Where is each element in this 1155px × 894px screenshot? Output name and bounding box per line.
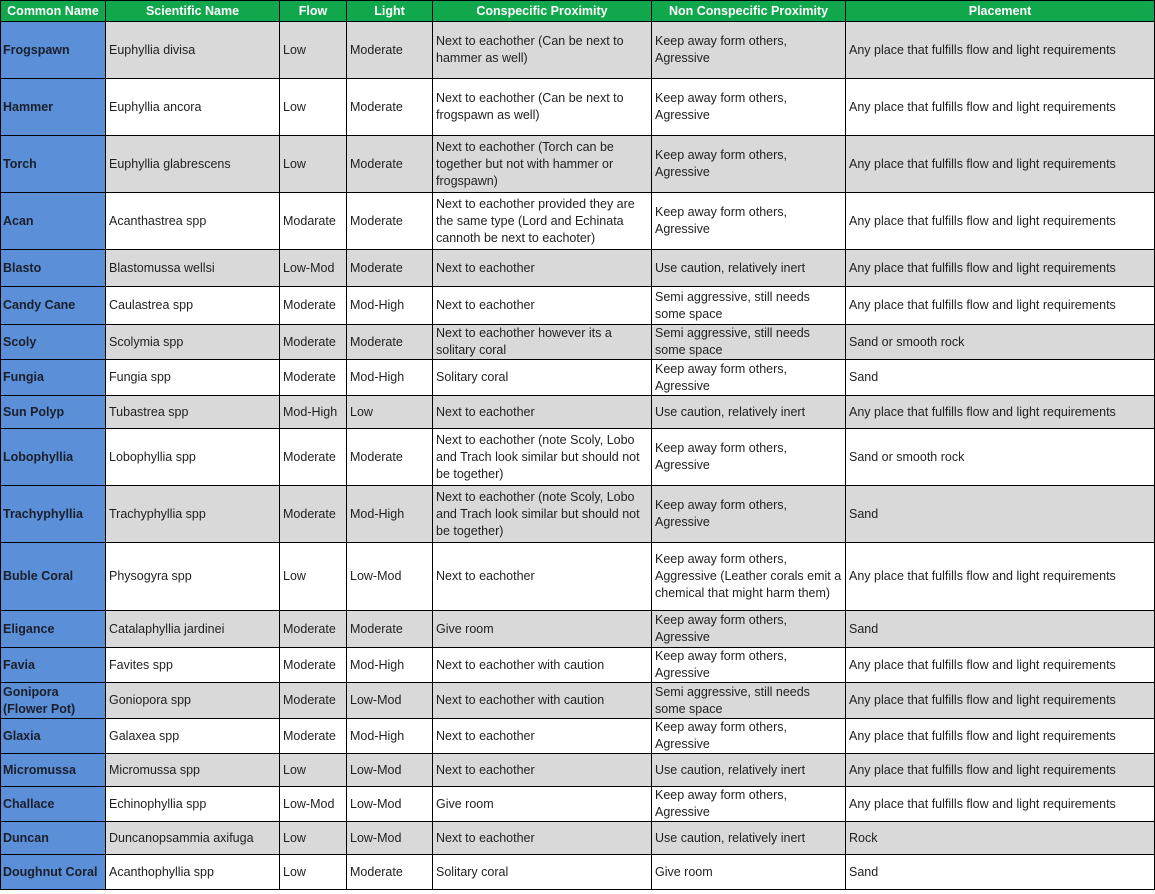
flow-cell[interactable]: Moderate bbox=[280, 287, 347, 325]
non-conspecific-proximity-cell[interactable]: Use caution, relatively inert bbox=[652, 250, 846, 287]
scientific-name-cell[interactable]: Physogyra spp bbox=[106, 543, 280, 611]
placement-cell[interactable]: Any place that fulfills flow and light requirements bbox=[846, 250, 1155, 287]
scientific-name-cell[interactable]: Tubastrea spp bbox=[106, 396, 280, 429]
light-cell[interactable]: Low-Mod bbox=[347, 754, 433, 787]
conspecific-proximity-cell[interactable]: Next to eachother bbox=[433, 287, 652, 325]
common-name-cell[interactable]: Scoly bbox=[1, 325, 106, 360]
table-row bbox=[1, 486, 1155, 543]
common-name-cell[interactable]: Challace bbox=[1, 787, 106, 822]
scientific-name-cell[interactable]: Acanthophyllia spp bbox=[106, 855, 280, 890]
table-row bbox=[1, 787, 1155, 822]
flow-cell[interactable]: Mod-High bbox=[280, 396, 347, 429]
flow-cell[interactable]: Moderate bbox=[280, 683, 347, 719]
light-cell[interactable]: Moderate bbox=[347, 250, 433, 287]
placement-cell[interactable]: Any place that fulfills flow and light requirements bbox=[846, 287, 1155, 325]
conspecific-proximity-cell[interactable]: Solitary coral bbox=[433, 855, 652, 890]
flow-cell[interactable]: Low-Mod bbox=[280, 787, 347, 822]
scientific-name-cell[interactable]: Euphyllia divisa bbox=[106, 22, 280, 79]
placement-cell[interactable]: Any place that fulfills flow and light requirements bbox=[846, 754, 1155, 787]
placement-cell[interactable]: Any place that fulfills flow and light requirements bbox=[846, 136, 1155, 193]
conspecific-proximity-cell[interactable]: Next to eachother bbox=[433, 754, 652, 787]
light-cell[interactable]: Low-Mod bbox=[347, 787, 433, 822]
placement-cell[interactable]: Any place that fulfills flow and light requirements bbox=[846, 22, 1155, 79]
table-row bbox=[1, 287, 1155, 325]
placement-cell[interactable]: Any place that fulfills flow and light requirements bbox=[846, 396, 1155, 429]
common-name-cell[interactable]: Eligance bbox=[1, 611, 106, 648]
flow-cell[interactable]: Moderate bbox=[280, 429, 347, 486]
table-row bbox=[1, 250, 1155, 287]
column-header-common-name[interactable]: Common Name bbox=[1, 1, 106, 22]
scientific-name-cell[interactable]: Euphyllia ancora bbox=[106, 79, 280, 136]
scientific-name-cell[interactable]: Goniopora spp bbox=[106, 683, 280, 719]
light-cell[interactable]: Low-Mod bbox=[347, 683, 433, 719]
table-row bbox=[1, 79, 1155, 136]
light-cell[interactable]: Mod-High bbox=[347, 648, 433, 683]
table-row bbox=[1, 136, 1155, 193]
non-conspecific-proximity-cell[interactable]: Keep away form others, Agressive bbox=[652, 719, 846, 754]
non-conspecific-proximity-cell[interactable]: Keep away form others, Agressive bbox=[652, 79, 846, 136]
non-conspecific-proximity-cell[interactable]: Keep away form others, Agressive bbox=[652, 429, 846, 486]
flow-cell[interactable]: Low bbox=[280, 22, 347, 79]
table-row bbox=[1, 719, 1155, 754]
non-conspecific-proximity-cell[interactable]: Keep away form others, Agressive bbox=[652, 648, 846, 683]
light-cell[interactable]: Mod-High bbox=[347, 486, 433, 543]
non-conspecific-proximity-cell[interactable]: Keep away form others, Agressive bbox=[652, 360, 846, 396]
light-cell[interactable]: Mod-High bbox=[347, 360, 433, 396]
non-conspecific-proximity-cell[interactable]: Use caution, relatively inert bbox=[652, 822, 846, 855]
table-row bbox=[1, 683, 1155, 719]
light-cell[interactable]: Moderate bbox=[347, 429, 433, 486]
common-name-cell[interactable]: Glaxia bbox=[1, 719, 106, 754]
column-header-non-conspecific-proximity[interactable]: Non Conspecific Proximity bbox=[652, 1, 846, 22]
non-conspecific-proximity-cell[interactable]: Keep away form others, Agressive bbox=[652, 787, 846, 822]
table-body bbox=[1, 22, 1155, 890]
non-conspecific-proximity-cell[interactable]: Keep away form others, Agressive bbox=[652, 193, 846, 250]
scientific-name-cell[interactable]: Fungia spp bbox=[106, 360, 280, 396]
scientific-name-cell[interactable]: Lobophyllia spp bbox=[106, 429, 280, 486]
light-cell[interactable]: Low-Mod bbox=[347, 822, 433, 855]
conspecific-proximity-cell[interactable]: Next to eachother with caution bbox=[433, 683, 652, 719]
placement-cell[interactable]: Sand or smooth rock bbox=[846, 325, 1155, 360]
scientific-name-cell[interactable]: Favites spp bbox=[106, 648, 280, 683]
flow-cell[interactable]: Low bbox=[280, 543, 347, 611]
scientific-name-cell[interactable]: Caulastrea spp bbox=[106, 287, 280, 325]
placement-cell[interactable]: Any place that fulfills flow and light requirements bbox=[846, 648, 1155, 683]
scientific-name-cell[interactable]: Euphyllia glabrescens bbox=[106, 136, 280, 193]
light-cell[interactable]: Moderate bbox=[347, 193, 433, 250]
common-name-cell[interactable]: Gonipora (Flower Pot) bbox=[1, 683, 106, 719]
placement-cell[interactable]: Sand or smooth rock bbox=[846, 429, 1155, 486]
scientific-name-cell[interactable]: Trachyphyllia spp bbox=[106, 486, 280, 543]
common-name-cell[interactable]: Sun Polyp bbox=[1, 396, 106, 429]
scientific-name-cell[interactable]: Scolymia spp bbox=[106, 325, 280, 360]
common-name-cell[interactable]: Micromussa bbox=[1, 754, 106, 787]
flow-cell[interactable]: Low bbox=[280, 79, 347, 136]
flow-cell[interactable]: Low bbox=[280, 136, 347, 193]
light-cell[interactable]: Mod-High bbox=[347, 719, 433, 754]
flow-cell[interactable]: Moderate bbox=[280, 486, 347, 543]
scientific-name-cell[interactable]: Echinophyllia spp bbox=[106, 787, 280, 822]
column-header-flow[interactable]: Flow bbox=[280, 1, 347, 22]
table-row bbox=[1, 543, 1155, 611]
common-name-cell[interactable]: Candy Cane bbox=[1, 287, 106, 325]
common-name-cell[interactable]: Frogspawn bbox=[1, 22, 106, 79]
conspecific-proximity-cell[interactable]: Next to eachother (Torch can be together but not with hammer or frogspawn) bbox=[433, 136, 652, 193]
light-cell[interactable]: Low-Mod bbox=[347, 543, 433, 611]
placement-cell[interactable]: Sand bbox=[846, 486, 1155, 543]
flow-cell[interactable]: Low bbox=[280, 822, 347, 855]
common-name-cell[interactable]: Lobophyllia bbox=[1, 429, 106, 486]
scientific-name-cell[interactable]: Acanthastrea spp bbox=[106, 193, 280, 250]
placement-cell[interactable]: Sand bbox=[846, 855, 1155, 890]
non-conspecific-proximity-cell[interactable]: Give room bbox=[652, 855, 846, 890]
non-conspecific-proximity-cell[interactable]: Semi aggressive, still needs some space bbox=[652, 287, 846, 325]
common-name-cell[interactable]: Acan bbox=[1, 193, 106, 250]
scientific-name-cell[interactable]: Catalaphyllia jardinei bbox=[106, 611, 280, 648]
light-cell[interactable]: Low bbox=[347, 396, 433, 429]
table-row bbox=[1, 611, 1155, 648]
light-cell[interactable]: Moderate bbox=[347, 79, 433, 136]
scientific-name-cell[interactable]: Blastomussa wellsi bbox=[106, 250, 280, 287]
conspecific-proximity-cell[interactable]: Next to eachother however its a solitary coral bbox=[433, 325, 652, 360]
placement-cell[interactable]: Any place that fulfills flow and light requirements bbox=[846, 543, 1155, 611]
common-name-cell[interactable]: Hammer bbox=[1, 79, 106, 136]
flow-cell[interactable]: Modarate bbox=[280, 193, 347, 250]
common-name-cell[interactable]: Doughnut Coral bbox=[1, 855, 106, 890]
placement-cell[interactable]: Any place that fulfills flow and light requirements bbox=[846, 719, 1155, 754]
conspecific-proximity-cell[interactable]: Next to eachother bbox=[433, 543, 652, 611]
common-name-cell[interactable]: Fungia bbox=[1, 360, 106, 396]
column-header-placement[interactable]: Placement bbox=[846, 1, 1155, 22]
placement-cell[interactable]: Any place that fulfills flow and light requirements bbox=[846, 79, 1155, 136]
conspecific-proximity-cell[interactable]: Next to eachother bbox=[433, 396, 652, 429]
non-conspecific-proximity-cell[interactable]: Keep away form others, Agressive bbox=[652, 486, 846, 543]
common-name-cell[interactable]: Favia bbox=[1, 648, 106, 683]
non-conspecific-proximity-cell[interactable]: Keep away form others, Agressive bbox=[652, 611, 846, 648]
table-row bbox=[1, 855, 1155, 890]
table-row bbox=[1, 325, 1155, 360]
conspecific-proximity-cell[interactable]: Next to eachother provided they are the same type (Lord and Echinata cannoth be next to eachoter) bbox=[433, 193, 652, 250]
column-header-conspecific-proximity[interactable]: Conspecific Proximity bbox=[433, 1, 652, 22]
light-cell[interactable]: Moderate bbox=[347, 611, 433, 648]
non-conspecific-proximity-cell[interactable]: Keep away form others, Agressive bbox=[652, 22, 846, 79]
conspecific-proximity-cell[interactable]: Give room bbox=[433, 611, 652, 648]
scientific-name-cell[interactable]: Micromussa spp bbox=[106, 754, 280, 787]
placement-cell[interactable]: Sand bbox=[846, 611, 1155, 648]
placement-cell[interactable]: Any place that fulfills flow and light requirements bbox=[846, 787, 1155, 822]
placement-cell[interactable]: Any place that fulfills flow and light requirements bbox=[846, 683, 1155, 719]
table-row bbox=[1, 822, 1155, 855]
conspecific-proximity-cell[interactable]: Next to eachother (note Scoly, Lobo and Trach look similar but should not be together) bbox=[433, 429, 652, 486]
common-name-cell[interactable]: Torch bbox=[1, 136, 106, 193]
conspecific-proximity-cell[interactable]: Next to eachother bbox=[433, 822, 652, 855]
table-row bbox=[1, 648, 1155, 683]
light-cell[interactable]: Moderate bbox=[347, 22, 433, 79]
conspecific-proximity-cell[interactable]: Give room bbox=[433, 787, 652, 822]
conspecific-proximity-cell[interactable]: Next to eachother (note Scoly, Lobo and Trach look similar but should not be together) bbox=[433, 486, 652, 543]
placement-cell[interactable]: Any place that fulfills flow and light requirements bbox=[846, 193, 1155, 250]
scientific-name-cell[interactable]: Duncanopsammia axifuga bbox=[106, 822, 280, 855]
conspecific-proximity-cell[interactable]: Next to eachother bbox=[433, 250, 652, 287]
conspecific-proximity-cell[interactable]: Solitary coral bbox=[433, 360, 652, 396]
light-cell[interactable]: Moderate bbox=[347, 325, 433, 360]
flow-cell[interactable]: Moderate bbox=[280, 719, 347, 754]
light-cell[interactable]: Mod-High bbox=[347, 287, 433, 325]
placement-cell[interactable]: Rock bbox=[846, 822, 1155, 855]
table-row bbox=[1, 360, 1155, 396]
common-name-cell[interactable]: Blasto bbox=[1, 250, 106, 287]
common-name-cell[interactable]: Trachyphyllia bbox=[1, 486, 106, 543]
non-conspecific-proximity-cell[interactable]: Use caution, relatively inert bbox=[652, 754, 846, 787]
scientific-name-cell[interactable]: Galaxea spp bbox=[106, 719, 280, 754]
flow-cell[interactable]: Low bbox=[280, 855, 347, 890]
column-header-light[interactable]: Light bbox=[347, 1, 433, 22]
non-conspecific-proximity-cell[interactable]: Semi aggressive, still needs some space bbox=[652, 683, 846, 719]
common-name-cell[interactable]: Buble Coral bbox=[1, 543, 106, 611]
light-cell[interactable]: Moderate bbox=[347, 855, 433, 890]
flow-cell[interactable]: Low bbox=[280, 754, 347, 787]
conspecific-proximity-cell[interactable]: Next to eachother (Can be next to frogspawn as well) bbox=[433, 79, 652, 136]
light-cell[interactable]: Moderate bbox=[347, 136, 433, 193]
flow-cell[interactable]: Moderate bbox=[280, 611, 347, 648]
non-conspecific-proximity-cell[interactable]: Use caution, relatively inert bbox=[652, 396, 846, 429]
column-header-scientific-name[interactable]: Scientific Name bbox=[106, 1, 280, 22]
flow-cell[interactable]: Moderate bbox=[280, 325, 347, 360]
non-conspecific-proximity-cell[interactable]: Keep away form others, Aggressive (Leather corals emit a chemical that might harm them) bbox=[652, 543, 846, 611]
conspecific-proximity-cell[interactable]: Next to eachother (Can be next to hammer as well) bbox=[433, 22, 652, 79]
table-row bbox=[1, 22, 1155, 79]
table-row bbox=[1, 396, 1155, 429]
placement-cell[interactable]: Sand bbox=[846, 360, 1155, 396]
header-row bbox=[1, 1, 1155, 22]
non-conspecific-proximity-cell[interactable]: Semi aggressive, still needs some space bbox=[652, 325, 846, 360]
conspecific-proximity-cell[interactable]: Next to eachother with caution bbox=[433, 648, 652, 683]
flow-cell[interactable]: Moderate bbox=[280, 648, 347, 683]
table-row bbox=[1, 754, 1155, 787]
table-row bbox=[1, 429, 1155, 486]
flow-cell[interactable]: Low-Mod bbox=[280, 250, 347, 287]
conspecific-proximity-cell[interactable]: Next to eachother bbox=[433, 719, 652, 754]
flow-cell[interactable]: Moderate bbox=[280, 360, 347, 396]
common-name-cell[interactable]: Duncan bbox=[1, 822, 106, 855]
non-conspecific-proximity-cell[interactable]: Keep away form others, Agressive bbox=[652, 136, 846, 193]
table-row bbox=[1, 193, 1155, 250]
